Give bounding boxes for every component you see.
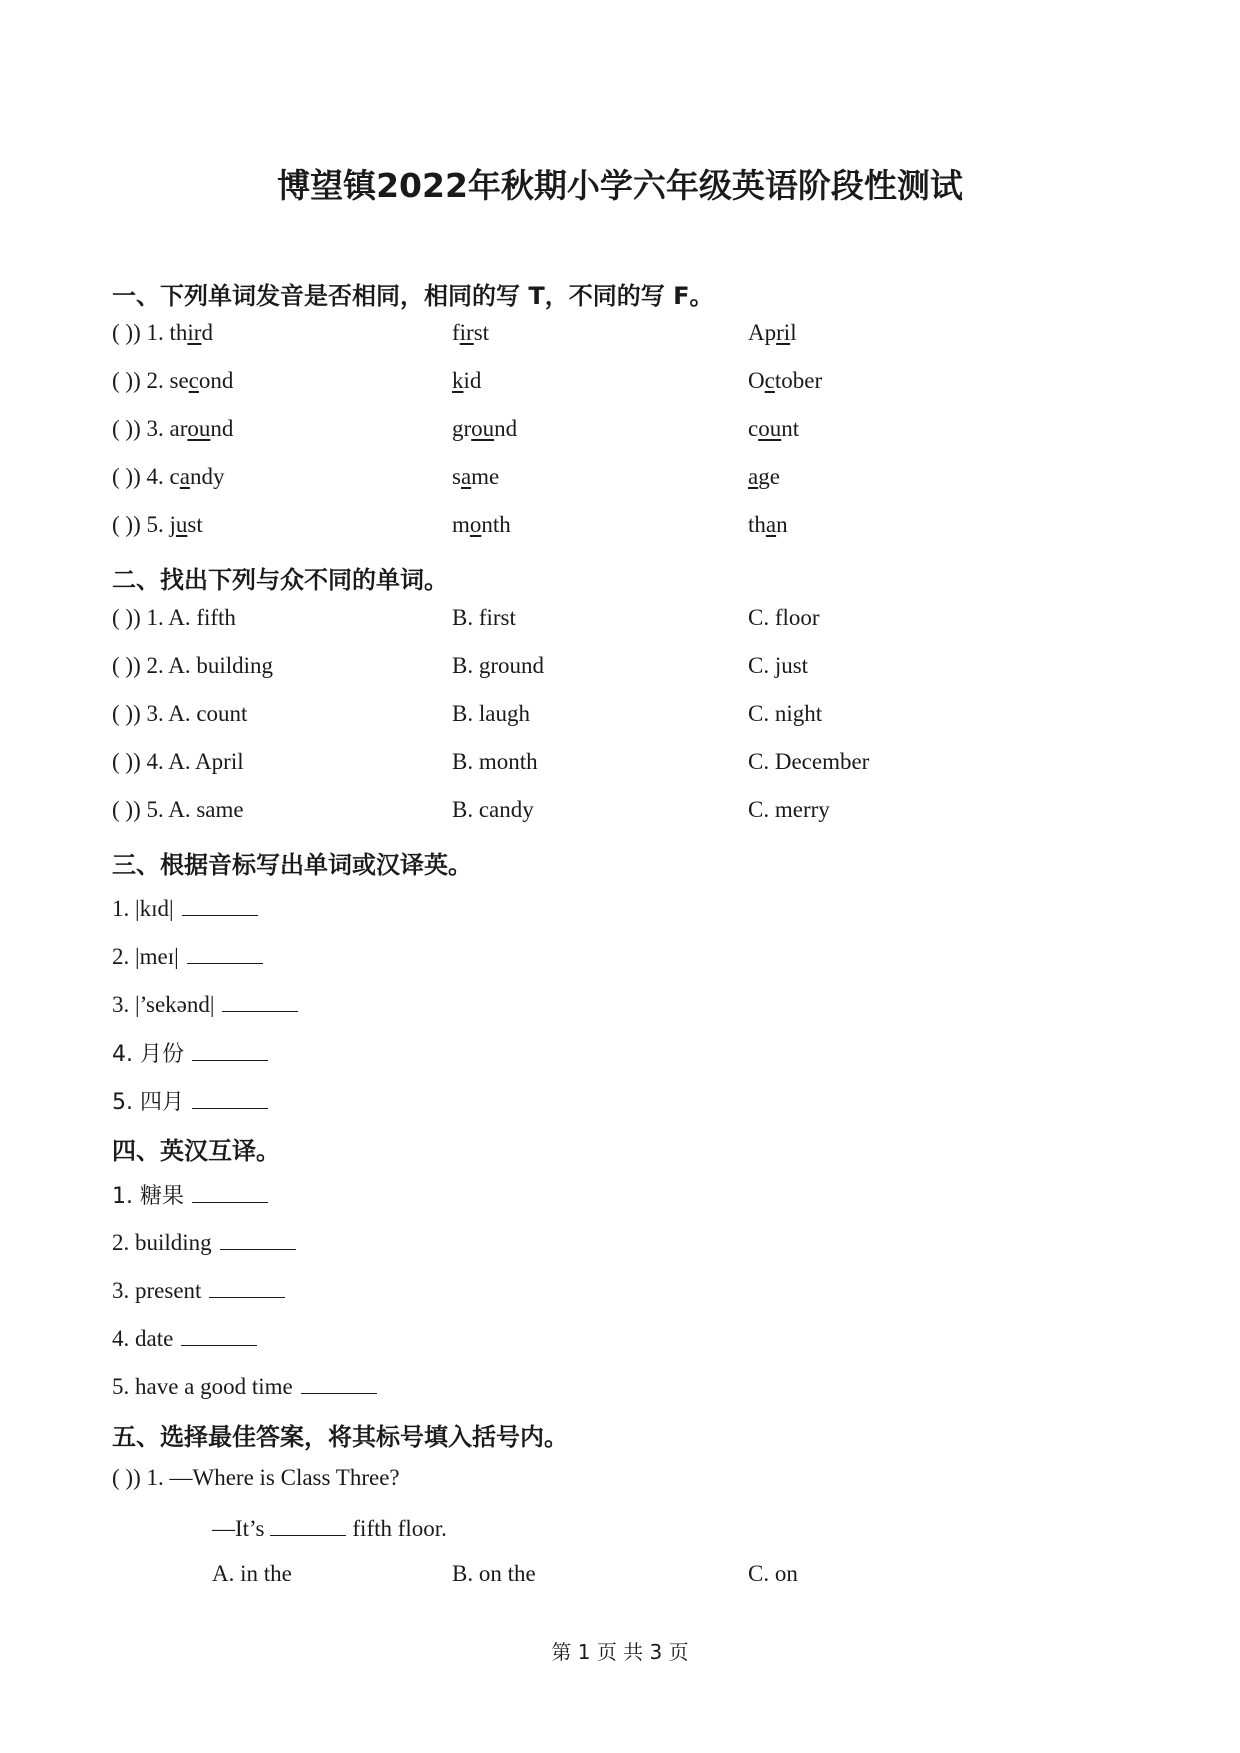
word-3: age (748, 464, 780, 489)
option-b: B. laugh (452, 701, 530, 726)
s5-question-1-reply: —It’s fifth floor. (0, 1513, 1240, 1547)
section-3-heading: 三、根据音标写出单词或汉译英。 (112, 851, 472, 879)
s4-item-3: 3. present (112, 1275, 285, 1304)
s5-question-1-options (0, 1561, 1240, 1595)
answer-blank[interactable] (181, 1323, 257, 1346)
answer-paren[interactable]: ( ) (112, 512, 134, 537)
option-c: C. on (748, 1561, 798, 1586)
option-c: C. December (748, 749, 870, 774)
answer-blank[interactable] (222, 989, 298, 1012)
s3-item-2: 2. |meɪ| (112, 941, 263, 970)
s5-question-1 (0, 1465, 1240, 1499)
section-2-heading: 二、找出下列与众不同的单词。 (112, 566, 448, 594)
s2-row-1 (0, 605, 1240, 639)
option-a: A. in the (212, 1561, 292, 1586)
s1-row-3: ( )) 3. around ground count (112, 416, 800, 441)
option-b: B. on the (452, 1561, 536, 1586)
answer-paren[interactable]: ( ) (112, 605, 134, 630)
word-3: count (748, 416, 800, 441)
option-b: B. first (452, 605, 516, 630)
s3-item-4: 4. 月份 (112, 1037, 268, 1068)
answer-paren[interactable]: ( ) (112, 368, 134, 393)
word-3: April (748, 320, 797, 345)
answer-paren[interactable]: ( ) (112, 797, 134, 822)
option-a: ) 5. A. same (133, 797, 244, 822)
word-2: ground (452, 416, 518, 441)
answer-paren[interactable]: ( ) (112, 320, 134, 345)
s2-row-5 (0, 797, 1240, 831)
s2-row-4 (0, 749, 1240, 783)
word-3: October (748, 368, 823, 393)
question-text: ) 1. —Where is Class Three? (133, 1465, 400, 1490)
option-c: C. just (748, 653, 809, 678)
s4-item-4: 4. date (112, 1323, 257, 1352)
s3-item-3: 3. |’sekənd| (112, 989, 298, 1018)
word-2: month (452, 512, 511, 537)
page-title: 博望镇2022年秋期小学六年级英语阶段性测试 (277, 166, 963, 205)
answer-paren[interactable]: ( ) (112, 749, 134, 774)
s2-row-2 (0, 653, 1240, 687)
option-b: B. ground (452, 653, 544, 678)
section-4-heading: 四、英汉互译。 (112, 1137, 280, 1165)
answer-blank[interactable] (220, 1227, 296, 1250)
answer-blank[interactable] (182, 893, 258, 916)
option-a: ) 3. A. count (133, 701, 248, 726)
word-2: kid (452, 368, 482, 393)
s4-item-5: 5. have a good time (112, 1371, 377, 1400)
s1-row-1: ( )) 1. third first April (112, 320, 797, 345)
s4-item-2: 2. building (112, 1227, 296, 1256)
s1-row-2: ( )) 2. second kid October (112, 368, 823, 393)
option-b: B. candy (452, 797, 534, 822)
option-c: C. night (748, 701, 823, 726)
s3-item-5: 5. 四月 (112, 1085, 268, 1116)
s1-row-5: ( )) 5. just month than (112, 512, 788, 537)
answer-paren[interactable]: ( ) (112, 464, 134, 489)
answer-paren[interactable]: ( ) (112, 653, 134, 678)
answer-blank[interactable] (270, 1513, 346, 1536)
page-footer: 第 1 页 共 3 页 (551, 1640, 689, 1664)
word-2: same (452, 464, 500, 489)
answer-blank[interactable] (301, 1371, 377, 1394)
option-a: ) 4. A. April (133, 749, 244, 774)
answer-blank[interactable] (192, 1038, 268, 1061)
word-3: than (748, 512, 788, 537)
answer-paren[interactable]: ( ) (112, 701, 134, 726)
s4-item-1: 1. 糖果 (112, 1179, 268, 1210)
option-c: C. merry (748, 797, 830, 822)
s1-row-4: ( )) 4. candy same age (112, 464, 780, 489)
answer-blank[interactable] (192, 1180, 268, 1203)
word-2: first (452, 320, 490, 345)
answer-blank[interactable] (187, 941, 263, 964)
s2-row-3 (0, 701, 1240, 735)
option-b: B. month (452, 749, 538, 774)
option-c: C. floor (748, 605, 820, 630)
answer-paren[interactable]: ( ) (112, 1465, 134, 1490)
option-a: ) 1. A. fifth (133, 605, 236, 630)
answer-blank[interactable] (209, 1275, 285, 1298)
section-5-heading: 五、选择最佳答案，将其标号填入括号内。 (112, 1423, 568, 1451)
s3-item-1: 1. |kɪd| (112, 893, 258, 922)
option-a: ) 2. A. building (133, 653, 273, 678)
answer-blank[interactable] (192, 1086, 268, 1109)
section-1-heading: 一、下列单词发音是否相同，相同的写 T，不同的写 F。 (112, 282, 714, 310)
answer-paren[interactable]: ( ) (112, 416, 134, 441)
